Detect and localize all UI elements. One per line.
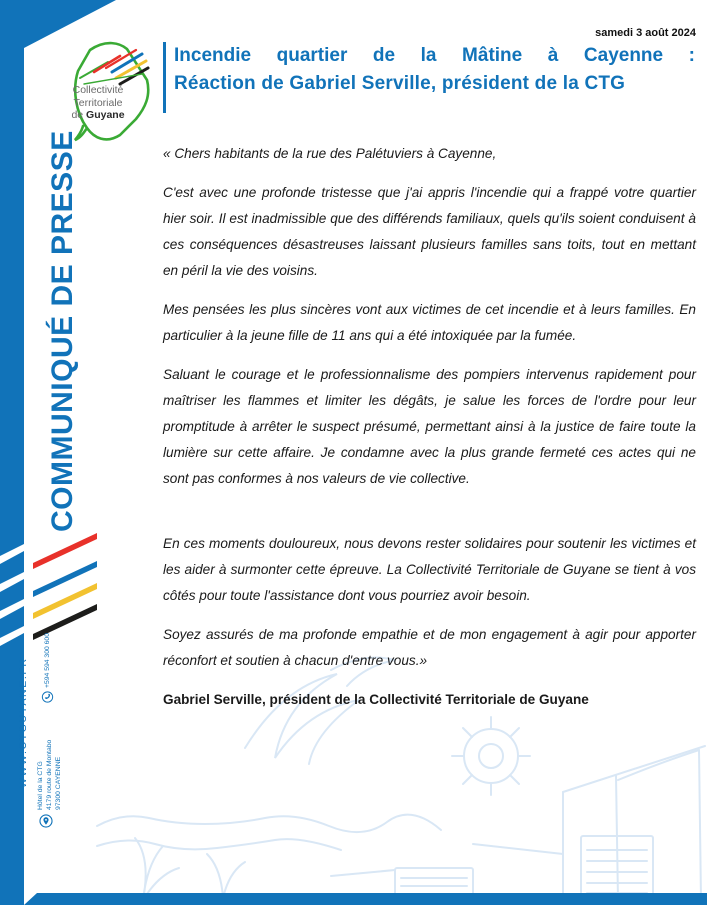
page-title [174, 42, 695, 98]
phone-block [39, 633, 56, 703]
paragraph-5: En ces moments douloureux, nous devons rester solidaires pour soutenir les victimes et les aider à surmonter cette épreuve. La Collectivité Territoriale de Guyane se tient à vos côtés pour toute l'assistance dont vous pourriez avoir besoin. [163, 536, 696, 603]
stripe-red [33, 533, 97, 569]
website-url: WWW.CTGUYANE.FR [17, 657, 29, 788]
logo-line-3: de Guyane [71, 109, 125, 121]
logo-line-1: Collectivité [72, 84, 124, 96]
logo-line-2: Territoriale [73, 96, 123, 109]
bottom-blue-band [24, 893, 707, 905]
address-block [36, 724, 72, 810]
paragraph-2: C'est avec une profonde tristesse que j'ai appris l'incendie qui a frappé votre quartier hier soir. Il est inadmissible que des différends familiaux, quels qu'ils soient conduisent à ces conséquences désastreuses laissant plusieurs familles sans toits, tout en mettant en péril la vie des voisins. [163, 185, 696, 278]
title-line-1: Incendie quartier de la Mâtine à Cayenne : [174, 45, 695, 66]
press-release-body [163, 141, 696, 713]
paragraph-1: « Chers habitants de la rue des Palétuviers à Cayenne, [163, 146, 497, 161]
phone-number: +594 594 300 600 [44, 633, 51, 688]
paragraph-4: Saluant le courage et le professionnalisme des pompiers intervenus rapidement pour maîtriser les flammes et limiter les dégâts, je salue les forces de l'ordre pour leur promptitude à arrêter le suspect présumé, permettant ainsi à la justice de faire toute la lumière sur cette affaire. Je condamne avec la plus grande fermeté ces actes qui ne sont pas conformes à nos valeurs de vie collective. [163, 367, 696, 486]
address-line-1: Hôtel de la CTG [37, 761, 44, 810]
communique-banner: COMMUNIQUÉ DE PRESSE [46, 130, 79, 532]
paragraph-3: Mes pensées les plus sincères vont aux victimes de cet incendie et à leurs familles. En particulier à la jeune fille de 11 ans qui a été intoxiquée par la fumée. [163, 302, 696, 343]
location-pin-icon [39, 814, 53, 828]
ctg-logo-text [58, 84, 138, 122]
address-line-3: 97300 CAYENNE [55, 756, 62, 810]
brand-stripes [33, 533, 97, 640]
date: samedi 3 août 2024 [595, 27, 696, 39]
address-line-2: 4179 route de Montabo [46, 739, 53, 810]
signature: Gabriel Serville, président de la Collectivité Territoriale de Guyane [163, 692, 589, 707]
title-rule [163, 42, 166, 113]
phone-icon [41, 691, 54, 703]
title-line-2: Réaction de Gabriel Serville, président de la CTG [174, 73, 626, 94]
paragraph-6: Soyez assurés de ma profonde empathie et de mon engagement à agir pour apporter réconfort et soutien à chacun d'entre vous.» [163, 627, 696, 668]
